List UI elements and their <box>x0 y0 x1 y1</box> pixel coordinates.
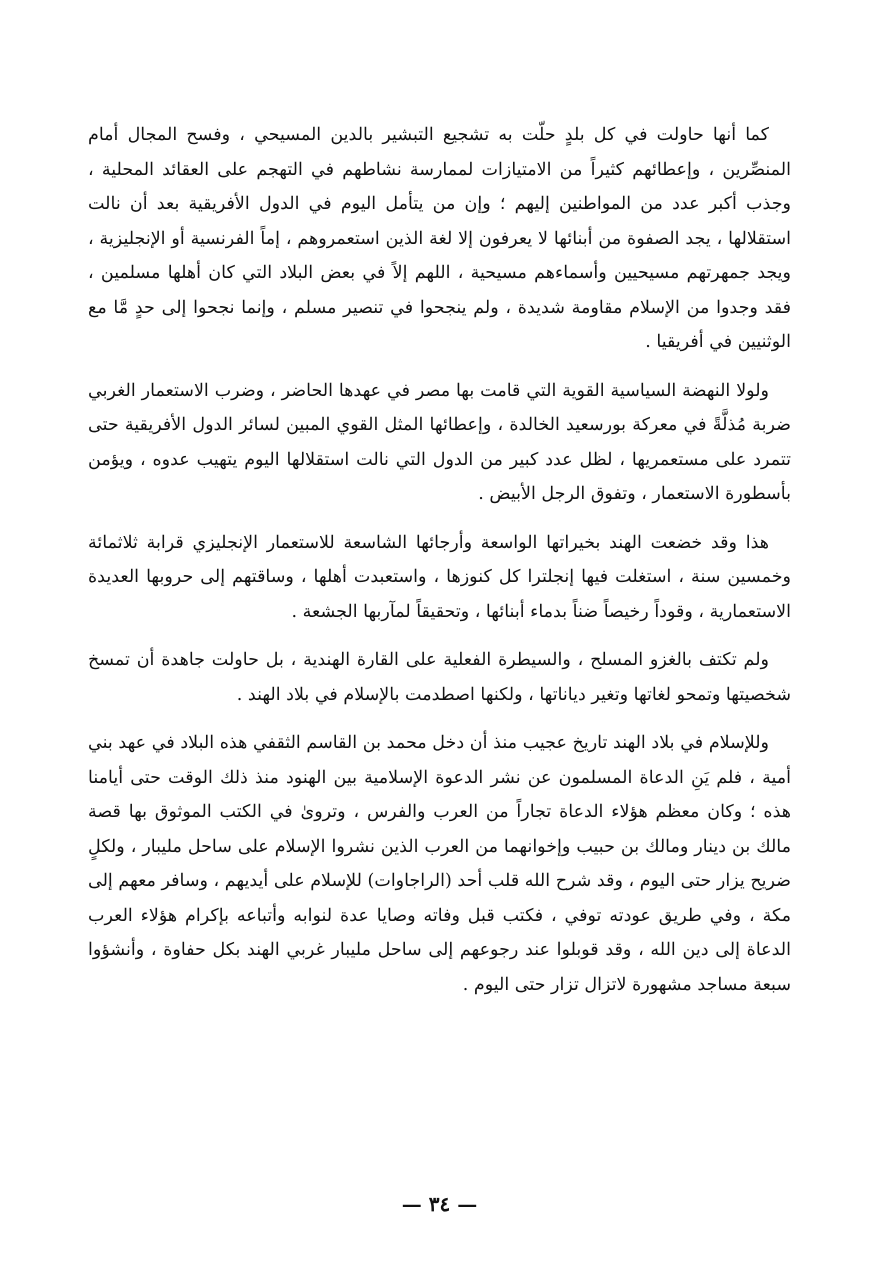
paragraph-1: كما أنها حاولت في كل بلدٍ حلّت به تشجيع التبشير بالدين المسيحي ، وفسح المجال أمام المنصِّرين ، وإعطائهم كثيراً من الامتيازات لممارسة نشاطهم في التهجم على العقائد المحلية ، وجذب أكبر عدد من المواطنين إليهم ؛ وإن من يتأمل اليوم في الدول الأفريقية بعد أن نالت استقلالها ، يجد الصفوة من أبنائها لا يعرفون إلا لغة الذين استعمروهم ، إماً الفرنسية أو الإنجليزية ، ويجد جمهرتهم مسيحيين وأسماءهم مسيحية ، اللهم إلاً في بعض البلاد التي كان أهلها مسلمين ، فقد وجدوا من الإسلام مقاومة شديدة ، ولم ينجحوا في تنصير مسلم ، وإنما نجحوا إلى حدٍ مَّا مع الوثنيين في أفريقيا . <box>88 125 791 352</box>
paragraph-3: هذا وقد خضعت الهند بخيراتها الواسعة وأرجائها الشاسعة للاستعمار الإنجليزي قرابة ثلاثمائة وخمسين سنة ، استغلت فيها إنجلترا كل كنوزها ، واستعبدت أهلها ، وساقتهم إلى حروبها العديدة الاستعمارية ، وقوداً رخيصاً ضناً بدماء أبنائها ، وتحقيقاً لمآربها الجشعة . <box>88 532 791 622</box>
body-text <box>88 118 791 1002</box>
paragraph-2: ولولا النهضة السياسية القوية التي قامت بها مصر في عهدها الحاضر ، وضرب الاستعمار الغربي ضربة مُذلَّةً في معركة بورسعيد الخالدة ، وإعطائها المثل القوي المبين لسائر الدول الأفريقية حتى تتمرد على مستعمريها ، لظل عدد كبير من الدول التي نالت استقلالها اليوم يتهيب عدوه ، ويؤمن بأسطورة الاستعمار ، وتفوق الرجل الأبيض . <box>88 380 791 504</box>
page-number: — ٣٤ — <box>401 1192 478 1216</box>
paragraph-4: ولم تكتف بالغزو المسلح ، والسيطرة الفعلية على القارة الهندية ، بل حاولت جاهدة أن تمسخ شخصيتها وتمحو لغاتها وتغير دياناتها ، ولكنها اصطدمت بالإسلام في بلاد الهند . <box>88 650 791 705</box>
paragraph-5: وللإسلام في بلاد الهند تاريخ عجيب منذ أن دخل محمد بن القاسم الثقفي هذه البلاد في عهد بني أمية ، فلم يَنِ الدعاة المسلمون عن نشر الدعوة الإسلامية بين الهنود منذ ذلك الوقت حتى أيامنا هذه ؛ وكان معظم هؤلاء الدعاة تجاراً من العرب والفرس ، وتروىٰ في الكتب الموثوق بها قصة مالك بن دينار ومالك بن حبيب وإخوانهما من العرب الذين نشروا الإسلام على ساحل مليبار ، ولكلٍ ضريح يزار حتى اليوم ، وقد شرح الله قلب أحد (الراجاوات) للإسلام على أيديهم ، وسافر معهم إلى مكة ، وفي طريق عودته توفي ، فكتب قبل وفاته وصايا عدة لنوابه وأتباعه بإكرام هؤلاء العرب الدعاة إلى دين الله ، وقد قوبلوا عند رجوعهم إلى ساحل مليبار غربي الهند بكل حفاوة ، وأنشؤوا سبعة مساجد مشهورة لاتزال تزار حتى اليوم . <box>88 733 791 995</box>
